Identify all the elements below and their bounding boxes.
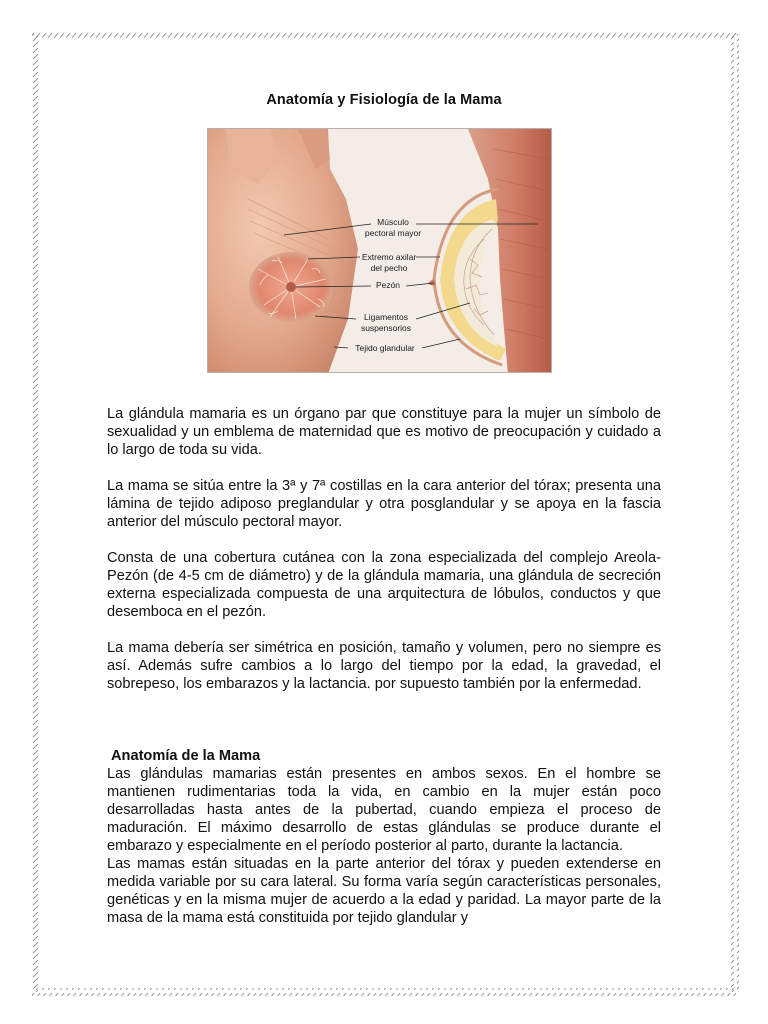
label-musculo: Músculo [377, 217, 409, 227]
paragraph-simetria: La mama debería ser simétrica en posición, tamaño y volumen, pero no siempre es así. Además sufre cambios a lo largo del tiempo por la edad, la gravedad, el sobrepeso, los embarazos y la lactancia. por supuesto también por la enfermedad. [107, 640, 661, 692]
label-pectoral-mayor: pectoral mayor [364, 228, 422, 238]
section-heading: Anatomía de la Mama [111, 748, 261, 764]
section-body [107, 765, 661, 927]
paragraph-ubicacion: La mama se sitúa entre la 3ª y 7ª costillas en la cara anterior del tórax; presenta una lámina de tejido adiposo preglandular y otra posglandular y se apoya en la fascia anterior del músculo pectoral mayor. [107, 478, 661, 530]
paragraph-glandula-mamaria: La glándula mamaria es un órgano par que constituye para la mujer un símbolo de sexualidad y un emblema de maternidad que es motivo de preocupación y cuidado a lo largo de toda su vida. [107, 406, 661, 458]
label-pezon: Pezón [375, 280, 401, 290]
section-paragraph-1: Las glándulas mamarias están presentes en ambos sexos. En el hombre se mantienen rudimentarias toda la vida, en cambio en la mujer están poco desarrolladas hasta antes de la pubertad, cuando empieza el proceso de maduración. El máximo desarrollo de estas glándulas se produce durante el embarazo y especialmente en el período posterior al parto, durante la lactancia. [107, 766, 661, 854]
breast-anatomy-illustration [207, 128, 552, 373]
document-title: Anatomía y Fisiología de la Mama [266, 92, 502, 108]
label-suspensorios: suspensorios [360, 323, 412, 333]
section-paragraph-2: Las mamas están situadas en la parte anterior del tórax y pueden extenderse en medida variable por su cara lateral. Su forma varía según características personales, genéticas y en la misma mujer de acuerdo a la edad y paridad. La mayor parte de la masa de la mama está constituida por tejido glandular y [107, 856, 661, 926]
label-ligamentos: Ligamentos [364, 312, 408, 322]
label-extremo-axilar: Extremo axilar [361, 252, 417, 262]
paragraph-estructura: Consta de una cobertura cutánea con la zona especializada del complejo Areola-Pezón (de 4-5 cm de diámetro) y de la glándula mamaria, una glándula de secreción externa especializada compuesta de una arquitectura de lóbulos, conductos y que desemboca en el pezón. [107, 550, 661, 620]
label-del-pecho: del pecho [370, 263, 408, 273]
label-tejido-glandular: Tejido glandular [355, 343, 415, 353]
